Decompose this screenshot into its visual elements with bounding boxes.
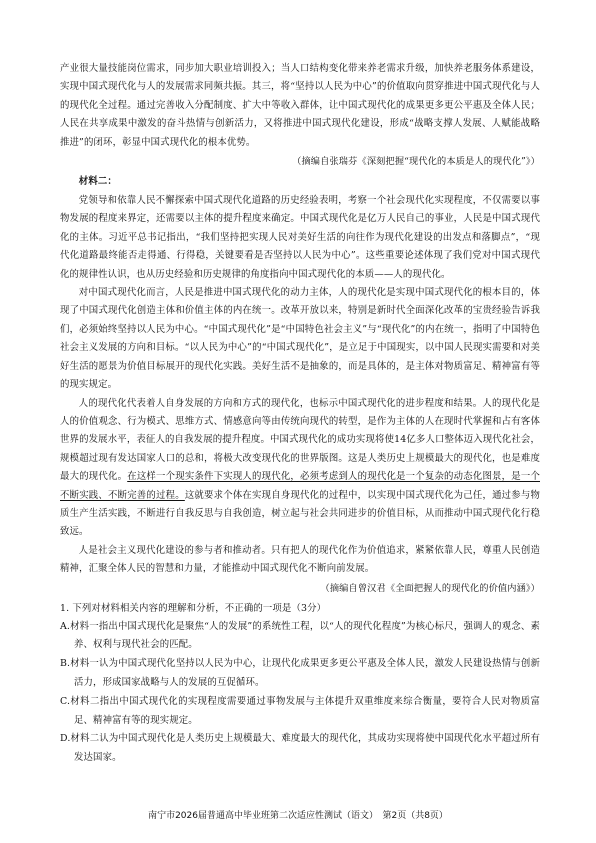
question-1-stem: 1. 下列对材料相关内容的理解和分析，不正确的一项是（3分） <box>60 602 327 614</box>
option-label: B. <box>60 658 71 670</box>
material2-paragraph-3 <box>60 395 540 542</box>
option-b[interactable] <box>60 655 540 693</box>
option-a[interactable] <box>60 618 540 656</box>
material2-paragraph-4: 人是社会主义现代化建设的参与者和推动者。只有把人的现代化作为价值追求，紧紧依靠人民，尊重人民创造精神，汇聚全体人民的智慧和力量，才能推动中国式现代化不断向前发展。 <box>60 544 540 575</box>
paragraph-3-text-a: 人的现代化代表着人自身发展的方向和方式的现代化，也标示中国式现代化的进步程度和结果。人的现代化是人的价值观念、行为模式、思维方式、情感意向等由传统向现代的转型，是作为主体的人在现时代掌握和占有客体世界的发展水平，表征人的自我发展的提升程度。中国式现代化的成功实现将使14亿多人口整体迈入现代化社会，规模超过现有发达国家人口的总和，将极大改变现代化的世界版图。这是人类历史上规模最大的现代化，也是难度最大的现代化。 <box>60 397 540 483</box>
option-text: 材料二指出中国式现代化的实现程度需要通过事物发展与主体提升双重维度来综合衡量，要符合人民对物质富足、精神富有等的现实规定。 <box>70 695 540 726</box>
option-label: C. <box>60 695 71 707</box>
option-text: 材料一指出中国式现代化是聚焦“人的发展”的系统性工程，以“人的现代化程度”为核心标尺，强调人的观念、素养、权利与现代社会的匹配。 <box>70 620 540 651</box>
option-text: 材料一认为中国式现代化坚持以人民为中心，让现代化成果更多更公平惠及全体人民，激发人民建设热情与创新活力，形成国家战略与人的发展的互促循环。 <box>70 658 540 688</box>
option-label: A. <box>60 620 71 632</box>
material2-paragraph-1: 党领导和依靠人民不懈探索中国式现代化道路的历史经验表明，考察一个社会现代化实现程度，不仅需要以事物发展的程度来界定，还需要以主体的提升程度来确定。中国式现代化是亿万人民自己的事业，人民是中国式现代化的主体。习近平总书记指出，“我们坚持把实现人民对美好生活的向往作为现代化建设的出发点和落脚点”，“现代化道路最终能否走得通、行得稳，关键要看是否坚持以人民为中心”。这些重要论述体现了我们党对中国式现代化的规律性认识，也从历史经验和历史规律的角度指向中国式现代化的本质——人的现代化。 <box>60 195 540 280</box>
option-d[interactable] <box>60 730 540 768</box>
page-content <box>60 60 540 768</box>
paragraph-3-text-b: 这就要求个体在实现自身现代化的过程中，以实现中国式现代化为己任，通过参与物质生产生活实践，不断进行自我反思与自我创造，树立起与社会共同进步的价值目标，从而推动中国式现代化行稳致远。 <box>60 489 541 538</box>
material1-continuation: 产业很大量技能岗位需求，同步加大职业培训投入；当人口结构变化带来养老需求升级，加快养老服务体系建设，实现中国式现代化与人的发展需求同频共振。其三，将“坚持以人民为中心”的价值取向贯穿推进中国式现代化与人的现代化全过程。通过完善收入分配制度、扩大中等收入群体，让中国式现代化的成果更多更公平惠及全体人民；人民在共享成果中激发的奋斗热情与创新活力，又将推进中国式现代化建设，形成“战略支撑人发展、人赋能战略推进”的闭环，彰显中国式现代化的根本优势。 <box>60 63 540 148</box>
option-text: 材料二认为中国式现代化是人类历史上规模最大、难度最大的现代化，其成功实现将使中国现代化水平超过所有发达国家。 <box>70 733 540 764</box>
material2-heading: 材料二： <box>78 176 117 188</box>
page-footer: 南宁市2026届普通高中毕业班第二次适应性测试（语文） 第2页（共8页） <box>148 811 448 821</box>
source-citation-2: （摘编自曾汉君《全面把握人的现代化的价值内涵》） <box>320 582 540 594</box>
option-label: D. <box>60 733 71 745</box>
material2-paragraph-2: 对中国式现代化而言，人民是推进中国式现代化的动力主体，人的现代化是实现中国式现代化的根本目的，体现了中国式现代化创造主体和价值主体的内在统一。改革开放以来，特别是新时代全面深化改革的宝贵经验告诉我们，必须始终坚持以人民为中心。“中国式现代化”是“中国特色社会主义”与“现代化”的内在统一，指明了中国特色社会主义发展的方向和目标。“以人民为中心”的“中国式现代化”，是立足于中国现实，以中国人民现实需要和对美好生活的愿景为价值目标展开的现代化实践。美好生活不是抽象的，而是具体的，是主体对物质富足、精神富有等的现实规定。 <box>60 287 540 391</box>
underlined-sentence: 在这样一个现实条件下实现人的现代化，必须考虑到人的现代化是一个复杂的动态化图景，是一个不断实践、不断完善的过程。 <box>60 471 540 501</box>
option-c[interactable] <box>60 693 540 731</box>
source-citation-1: （摘编自张瑞芬《深刻把握“现代化的本质是人的现代化”》） <box>292 156 540 168</box>
